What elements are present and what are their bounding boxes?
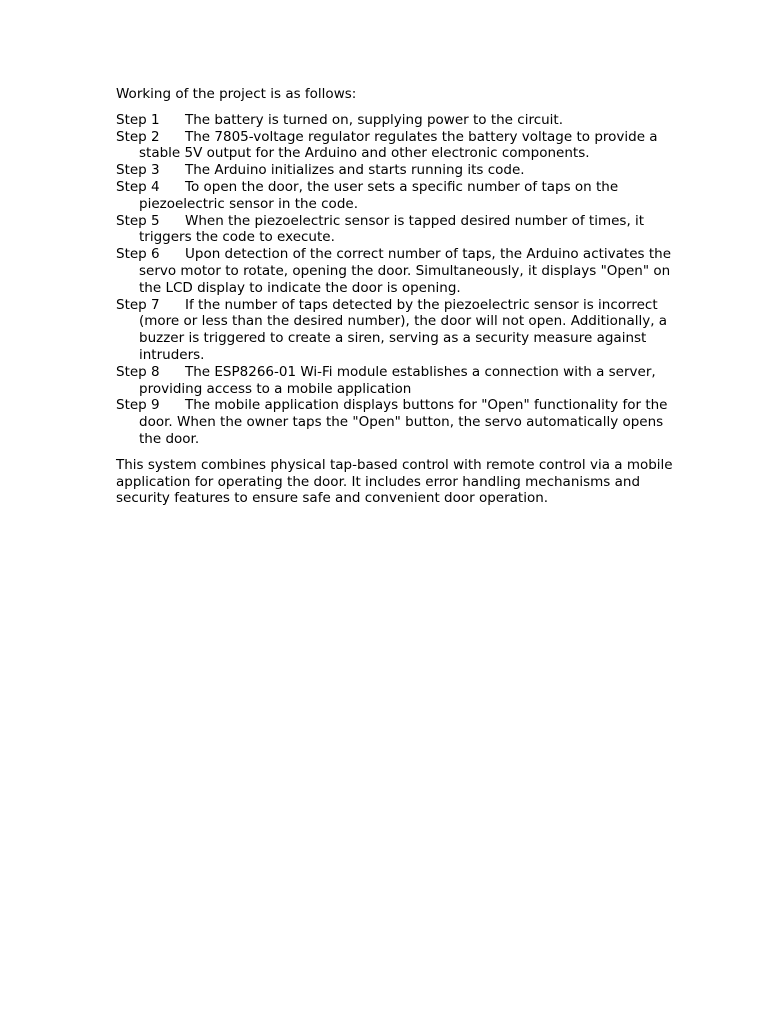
step-text: To open the door, the user sets a specific number of taps on the piezoelectric sensor in the code.	[139, 178, 619, 212]
step-label: Step 9	[116, 397, 160, 414]
step-label: Step 1	[116, 111, 160, 128]
step-label: Step 4	[116, 178, 160, 195]
step-item-3	[116, 162, 676, 179]
step-label: Step 7	[116, 296, 160, 313]
step-label: Step 5	[116, 212, 160, 229]
step-label: Step 2	[116, 128, 160, 145]
step-text: The Arduino initializes and starts running its code.	[185, 162, 525, 179]
step-text: Upon detection of the correct number of taps, the Arduino activates the servo motor to rotate, opening the door. Simultaneously, it displays "Open" on the LCD display to indicate the door is opening.	[139, 246, 672, 296]
steps-list	[116, 112, 676, 448]
step-label: Step 8	[116, 363, 160, 380]
step-item-8	[116, 364, 676, 398]
step-item-4	[116, 179, 676, 213]
step-item-7	[116, 297, 676, 364]
summary-paragraph: This system combines physical tap-based control with remote control via a mobile application for operating the door. It includes error handling mechanisms and security features to ensure safe and convenient door operation.	[116, 456, 673, 507]
step-item-2	[116, 129, 676, 163]
step-item-1	[116, 112, 676, 129]
step-item-6	[116, 246, 676, 296]
step-label: Step 3	[116, 162, 160, 179]
step-text: The 7805-voltage regulator regulates the battery voltage to provide a stable 5V output for the Arduino and other electronic components.	[139, 128, 658, 162]
step-text: When the piezoelectric sensor is tapped desired number of times, it triggers the code to execute.	[139, 212, 645, 246]
step-text: The ESP8266-01 Wi-Fi module establishes a connection with a server, providing access to a mobile application	[139, 363, 656, 397]
step-item-5	[116, 213, 676, 247]
intro-paragraph: Working of the project is as follows:	[116, 86, 357, 102]
step-item-9	[116, 397, 676, 447]
step-label: Step 6	[116, 246, 160, 263]
step-text: The mobile application displays buttons for "Open" functionality for the door. When the owner taps the "Open" button, the servo automatically opens the door.	[139, 397, 668, 447]
document-page	[116, 86, 676, 507]
step-text: The battery is turned on, supplying power to the circuit.	[185, 111, 564, 128]
step-text: If the number of taps detected by the piezoelectric sensor is incorrect (more or less than the desired number), the door will not open. Additionally, a buzzer is triggered to create a siren, serving as a security measure against intruders.	[139, 296, 668, 363]
